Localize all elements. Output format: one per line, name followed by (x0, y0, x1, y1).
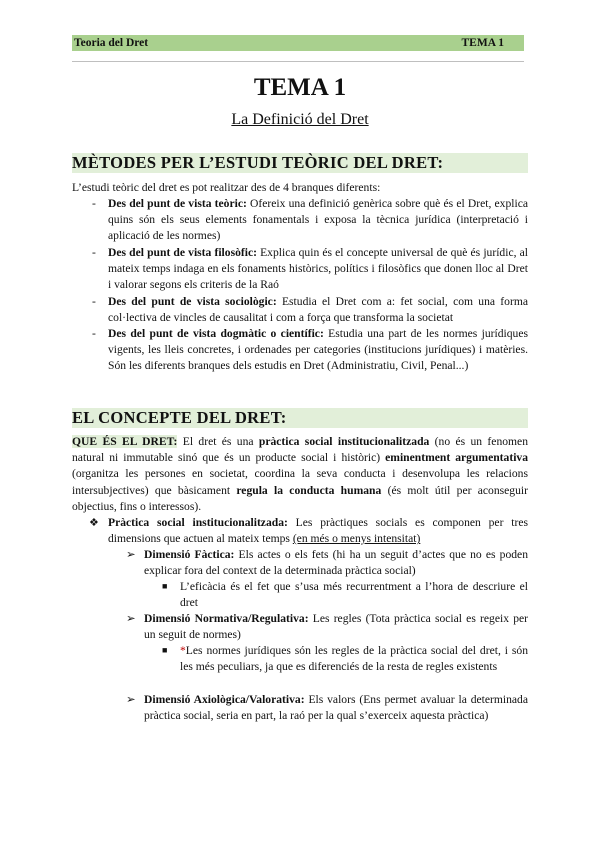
square-bullet-icon: ■ (162, 645, 168, 655)
dash-marker: - (92, 197, 96, 210)
que-es-label: QUE ÉS EL DRET: (72, 435, 178, 448)
bullet-text: Explica quin és el concepte universal de què és jurídic, al mateix temps indaga en els fonaments històrics, polítics i filosòfics que donen lloc al Dret i valorar segons els criteris de la Raó (108, 246, 528, 292)
sub-item (180, 579, 528, 611)
arrow-bullet-icon: ➢ (126, 548, 136, 561)
bullet-term: Des del punt de vista sociològic: (108, 295, 277, 308)
dimension-item (144, 692, 528, 724)
bullet-term: Des del punt de vista filosòfic: (108, 246, 257, 259)
arrow-bullet-icon: ➢ (126, 612, 136, 625)
list-item (108, 294, 528, 326)
page-title: TEMA 1 (253, 74, 347, 101)
dimension-text: Els actes o els fets (hi ha un seguit d’actes que no es poden explicar fora del context de la determinada pràctica social) (144, 548, 528, 578)
dimension-label: Dimensió Normativa/Regulativa: (144, 612, 309, 625)
bullet-text: Estudia el Dret com a: fet social, com una forma col·lectiva de vincles de causalitat i com a força que transforma la societat (108, 295, 528, 325)
bold-run: regula la conducta humana (236, 483, 382, 497)
section1-intro: L’estudi teòric del dret es pot realitzar des de 4 branques diferents: (72, 181, 381, 194)
text-run: Les pràctiques socials es componen per tres dimensions que actuen al mateix temps (108, 516, 528, 546)
list-item (108, 326, 528, 375)
dimension-text: Les regles (Tota pràctica social es regeix per un seguit de normes) (144, 612, 528, 642)
sub-item-text: L’eficàcia és el fet que s’usa més recurrentment a l’hora de descriure el dret (180, 580, 528, 610)
underlined-run: (en més o menys intensitat) (292, 532, 421, 546)
page-header (72, 35, 524, 51)
arrow-bullet-icon: ➢ (126, 693, 136, 706)
dimension-text: Els valors (Ens permet avaluar la determinada pràctica social, seria en part, la raó per la qual s’exerceix aquesta pràctica) (144, 693, 529, 723)
asterisk-mark: * (180, 644, 186, 657)
dash-marker: - (92, 295, 96, 308)
sub-item-text: Les normes jurídiques són les regles de la pràctica social del dret, i són les més peculiars, ja que es diferenciés de la resta de regles existents (180, 644, 528, 674)
practica-social-item (108, 515, 528, 547)
text-run: (no és un fenomen natural ni immutable sinó que és un producte social i històric) (72, 435, 528, 465)
header-topic: TEMA 1 (461, 37, 504, 49)
square-bullet-icon: ■ (162, 581, 168, 591)
practica-label: Pràctica social institucionalitzada: (108, 516, 288, 529)
header-subject: Teoria del Dret (74, 37, 149, 49)
page-subtitle: La Definició del Dret (231, 111, 369, 128)
dimension-label: Dimensió Axiològica/Valorativa: (144, 693, 305, 706)
dimension-label: Dimensió Fàctica: (144, 548, 235, 561)
bullet-term: Des del punt de vista teòric: (108, 197, 247, 210)
bold-run: eminentment argumentativa (385, 451, 529, 465)
diamond-bullet-icon: ❖ (89, 517, 99, 529)
header-divider (72, 61, 524, 62)
section-heading-concepte: EL CONCEPTE DEL DRET: (72, 408, 528, 428)
dimension-item (144, 547, 528, 579)
bold-run: pràctica social institucionalitzada (258, 435, 430, 448)
dash-marker: - (92, 327, 96, 340)
list-item (108, 196, 528, 245)
section-heading-metodes: MÈTODES PER L’ESTUDI TEÒRIC DEL DRET: (72, 153, 528, 173)
bullet-text: Ofereix una definició genèrica sobre què és el Dret, explica quins són els seus elements fonamentals i exposa la tècnica jurídica (interpretació i aplicació de les normes) (108, 197, 528, 243)
bullet-text: Estudia una part de les normes jurídiques vigents, les lleis concretes, i ordenades per categories (institucions jurídiques) i matèries. Són les diferents branques dels estudis en Dret (Administratiu, Civil, Penal...) (108, 327, 528, 373)
list-item (108, 245, 528, 294)
text-run: (organitza les persones en societat, coordina la seva conducta i desenvolupa les relacions intersubjectives) que bàsicament (72, 467, 528, 497)
text-run: (és molt útil per aconseguir objectius, fins o interessos). (72, 483, 528, 513)
text-run: El dret és una (177, 435, 259, 448)
sub-item (180, 643, 528, 675)
dimension-item (144, 611, 528, 643)
bullet-term: Des del punt de vista dogmàtic o científic: (108, 327, 324, 340)
dash-marker: - (92, 246, 96, 259)
que-es-el-dret-paragraph (72, 434, 528, 515)
